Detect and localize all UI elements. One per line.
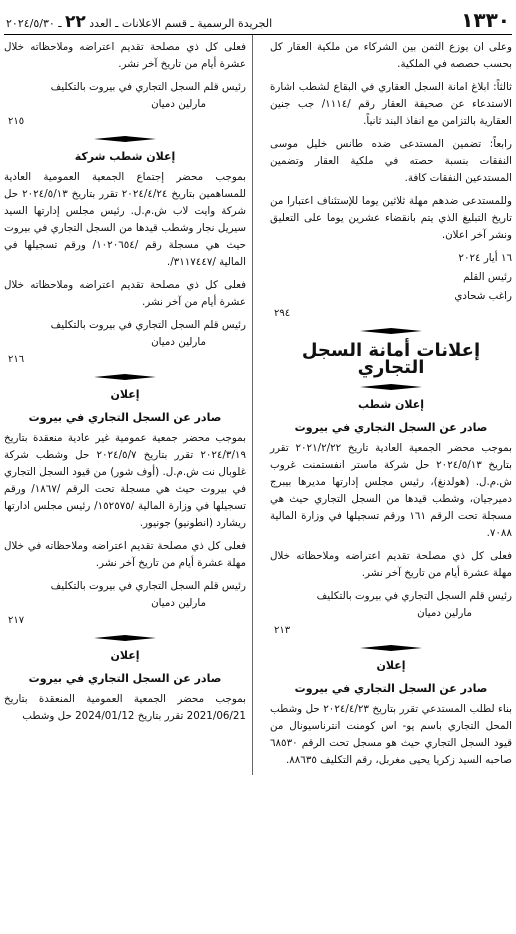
signer-title: رئيس القلم	[463, 271, 512, 283]
signer-title: رئيس قلم السجل التجاري في بيروت بالتكليف	[50, 580, 246, 592]
signer-title: رئيس قلم السجل التجاري في بيروت بالتكليف	[316, 590, 512, 602]
notice-subheading: صادر عن السجل التجاري في بيروت	[28, 672, 222, 685]
notice-objection: فعلى كل ذي مصلحة تقديم اعتراضه وملاحظاته خلال مهلة عشرة أيام من تاريخ آخر نشر.	[270, 550, 512, 579]
separator-ornament	[360, 328, 422, 334]
notice-heading: إعلان شطب شركة	[74, 150, 176, 163]
section-title: إعلانات أمانة السجل التجاري	[301, 340, 481, 378]
header-issue: ٢٢	[65, 12, 86, 32]
notice-subheading: صادر عن السجل التجاري في بيروت	[294, 682, 488, 695]
separator-ornament	[94, 136, 156, 142]
page-number: ١٣٣٠	[461, 8, 510, 32]
notice-subheading: صادر عن السجل التجاري في بيروت	[294, 421, 488, 434]
notice-heading: إعلان شطب	[357, 398, 425, 411]
signer-name: مارلين دميان	[151, 98, 206, 110]
header-date: ـ ٢٠٢٤/٥/٣٠	[6, 17, 62, 30]
paragraph: وللمستدعى ضدهم مهلة ثلاثين يوما للإستئناف اعتبارا من تاريخ التبليغ الذي يتم بانقضاء عشرين يوما على التعليق ونشر آخر اعلان.	[270, 195, 512, 241]
notice-body: بموجب محضر الجمعية العادية تاريخ ٢٠٢١/٢/٢٢ تقرر بتاريخ ٢٠٢٤/٥/١٣ حل شركة ماستر انفستمنت غروب ش.م.ل. (هولدنغ)، رئيس مجلس إدارتها مديرها بيبرج دميرجيان، وشطب قيدها من السجل التجاري حيث هي مسجلة تحت الرقم ١٦١ ورقم تسجيلها في وزارة المالية ٧٠٨٨.	[270, 442, 512, 539]
separator-ornament	[360, 645, 422, 651]
notice-objection: فعلى كل ذي مصلحة تقديم اعتراضه وملاحظاته خلال عشرة أيام من تاريخ آخر نشر.	[4, 41, 246, 70]
signer-name: مارلين دميان	[151, 336, 206, 348]
left-column	[4, 35, 253, 775]
notice-number: ٢١٧	[8, 615, 25, 626]
separator-ornament	[360, 384, 422, 390]
paragraph: رابعاً: تضمين المستدعى ضده طانس خليل موسى النفقات بنسبة حصته في ملكية العقار وتضمين المستدعين النفقات كافة.	[270, 138, 512, 184]
notice-body: بموجب محضر الجمعية العمومية المنعقدة بتاريخ 2021/06/21 تقرر بتاريخ 2024/01/12 حل وشطب	[4, 693, 246, 722]
paragraph: ثالثاً: ابلاغ امانة السجل العقاري في البقاع لشطب اشارة الاستدعاء عن صحيفة العقار رقم /١١١٤/ جب جنين العقارية بالتزامن مع انفاذ البند ثانياً.	[270, 81, 512, 127]
notice-number: ٢١٦	[8, 354, 25, 365]
paragraph: وعلى ان يوزع الثمن بين الشركاء من ملكية العقار كل بحسب حصصه في الملكية.	[270, 41, 512, 70]
notice-body: بموجب محضر جمعية عمومية غير عادية منعقدة بتاريخ ٢٠٢٤/٣/١٩ تقرر بتاريخ ٢٠٢٤/٥/٧ حل وشطب شركة غلوبال نت ش.م.ل. (أوف شور) من قيود السجل التجاري في بيروت حيث هي مسجلة تحت الرقم /١٨٦٧/ ورقم تسجيلها في وزارة المالية /١٥٢٥٧٥/ رئيس مجلس ادارتها ريشارد (انطونيو) جونيور.	[4, 432, 246, 529]
notice-heading: إعلان	[376, 659, 406, 672]
header-title	[6, 12, 272, 32]
notice-objection: فعلى كل ذي مصلحة تقديم اعتراضه وملاحظاته في خلال مهلة عشرة أيام من تاريخ آخر نشر.	[4, 540, 246, 569]
notice-heading: إعلان	[110, 649, 140, 662]
notice-heading: إعلان	[110, 388, 140, 401]
notice-number: ٢١٥	[8, 116, 25, 127]
signer-title: رئيس قلم السجل التجاري في بيروت بالتكليف	[50, 319, 246, 331]
notice-number: ٢٩٤	[274, 308, 291, 319]
notice-date: ١٦ أيار ٢٠٢٤	[458, 252, 512, 264]
notice-objection: فعلى كل ذي مصلحة تقديم اعتراضه وملاحظاته خلال عشرة أيام من آخر نشر.	[4, 279, 246, 308]
notice-subheading: صادر عن السجل التجاري في بيروت	[28, 411, 222, 424]
columns	[4, 35, 512, 775]
signer-name: راغب شحادي	[454, 290, 512, 302]
notice-number: ٢١٣	[274, 625, 291, 636]
notice-body: بناء لطلب المستدعي تقرر بتاريخ ٢٠٢٤/٤/٢٣ حل وشطب المحل التجاري باسم يو- اس كومنت انترناسيونال من قيود السجل التجاري حيث هو مسجل تحت الرقم ٦٨٥٣٠ صاحبه السيد زكريا يحيى مغربل، رقم التكليف ٨٨٦٣٥.	[270, 703, 513, 766]
signer-name: مارلين دميان	[151, 597, 206, 609]
header-journal: الجريدة الرسمية ـ قسم الاعلانات ـ العدد	[89, 17, 273, 30]
right-column	[270, 35, 512, 775]
separator-ornament	[94, 635, 156, 641]
signer-name: مارلين دميان	[417, 607, 472, 619]
notice-body: بموجب محضر إجتماع الجمعية العمومية العادية للمساهمين بتاريخ ٢٠٢٤/٤/٢٤ تقرر بتاريخ ٢٠٢٤/٥/١٣ حل شركة وايت لاب ش.م.ل. رئيس مجلس إدارتها السيد سيريل نجار وشطب قيدها من السجل التجاري في بيروت حيث هي مسجلة رقم /١٠٢٠٦٥٤/ ورقم تسجيلها في المالية /٣١١٧٤٤٧/.	[4, 171, 246, 268]
page-header	[4, 0, 512, 35]
signer-title: رئيس قلم السجل التجاري في بيروت بالتكليف	[50, 81, 246, 93]
separator-ornament	[94, 374, 156, 380]
